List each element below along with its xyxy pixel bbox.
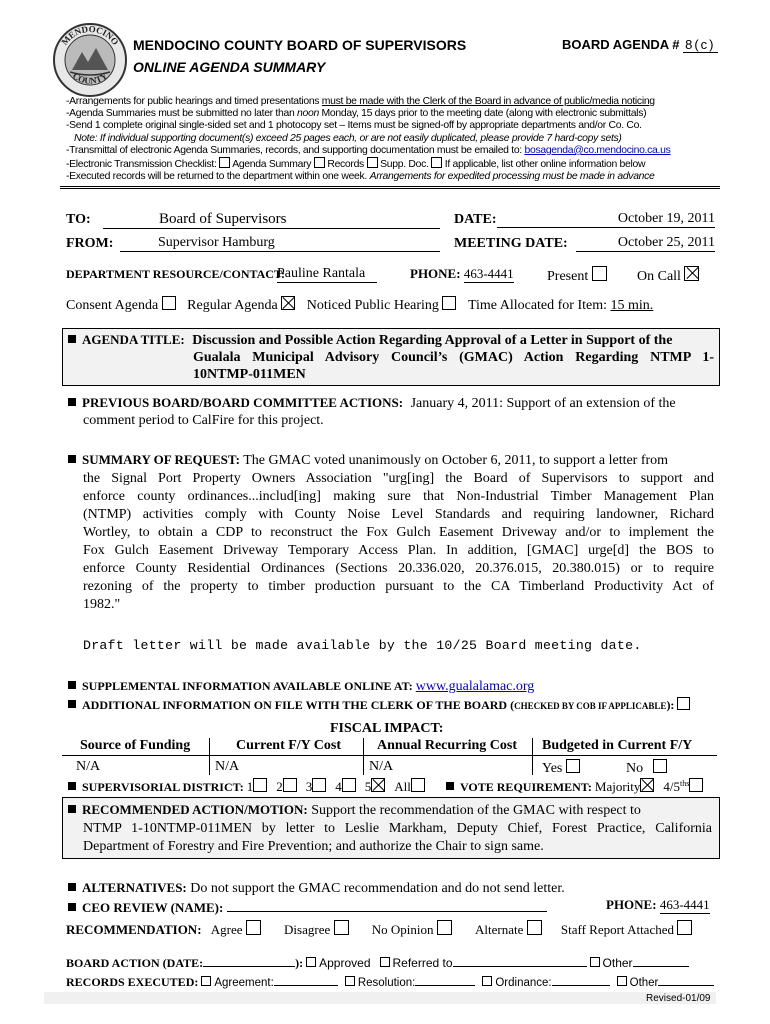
from-field[interactable]: Supervisor Hamburg bbox=[120, 235, 440, 252]
ceo-no-opinion-checkbox[interactable] bbox=[437, 920, 452, 935]
district-5-checkbox[interactable] bbox=[371, 778, 385, 792]
ceo-disagree-checkbox[interactable] bbox=[334, 920, 349, 935]
fiscal-divider bbox=[209, 738, 210, 775]
supervisorial-district: SUPERVISORIAL DISTRICT: 1 2 3 4 5 All bbox=[68, 778, 425, 795]
bosagenda-email-link[interactable]: bosagenda@co.mendocino.ca.us bbox=[524, 144, 671, 156]
district-all-checkbox[interactable] bbox=[411, 778, 425, 792]
to-label: TO: bbox=[66, 212, 91, 227]
to-field[interactable]: Board of Supervisors bbox=[103, 211, 440, 229]
checklist-other-checkbox[interactable] bbox=[431, 157, 442, 168]
resolution-checkbox[interactable] bbox=[345, 976, 355, 986]
bullet-icon bbox=[68, 883, 76, 891]
bullet-icon bbox=[68, 681, 76, 689]
agenda-title-line1: AGENDA TITLE: Discussion and Possible Action Regarding Approval of a Letter in Support of the bbox=[68, 332, 672, 349]
from-label: FROM: bbox=[66, 236, 114, 251]
recommended-action: RECOMMENDED ACTION/MOTION: Support the recommendation of the GMAC with respect to NTMP 1-10NTMP-011MEN by letter to Leslie Markham, Deputy Chief, Forest Practice, California Department of Forestry and Fire Prevention; and authorize the Chair to sign same. bbox=[68, 801, 712, 856]
fiscal-col-4-header: Budgeted in Current F/Y bbox=[542, 738, 693, 753]
district-1-checkbox[interactable] bbox=[253, 778, 267, 792]
ordinance-checkbox[interactable] bbox=[482, 976, 492, 986]
approved-checkbox[interactable] bbox=[306, 957, 316, 967]
referred-to-field[interactable] bbox=[453, 956, 587, 967]
budgeted-no: No bbox=[626, 759, 667, 777]
referred-checkbox[interactable] bbox=[380, 957, 390, 967]
present-checkbox[interactable] bbox=[592, 266, 607, 281]
county-seal bbox=[52, 22, 128, 98]
draft-letter-note: Draft letter will be made available by the 10/25 Board meeting date. bbox=[83, 638, 642, 653]
board-action: BOARD ACTION (DATE: ): Approved Referred to Other bbox=[66, 956, 689, 971]
bullet-icon bbox=[446, 782, 454, 790]
majority-checkbox[interactable] bbox=[640, 778, 654, 792]
district-3-checkbox[interactable] bbox=[312, 778, 326, 792]
ceo-phone-value[interactable]: 463-4441 bbox=[659, 897, 710, 912]
fiscal-divider bbox=[363, 738, 364, 775]
fiscal-current-cost-value[interactable]: N/A bbox=[215, 759, 240, 774]
regular-agenda-checkbox[interactable] bbox=[281, 296, 295, 310]
resolution-field[interactable] bbox=[415, 975, 475, 986]
oncall-checkbox[interactable] bbox=[684, 266, 699, 281]
contact-phone: PHONE: 463-4441 bbox=[410, 266, 514, 281]
fiscal-header-rule bbox=[62, 755, 717, 756]
board-action-date-field[interactable] bbox=[203, 956, 295, 967]
bullet-icon bbox=[68, 782, 76, 790]
agenda-type-row: Consent Agenda Regular Agenda Noticed Public Hearing Time Allocated for Item: 15 min. bbox=[66, 298, 654, 313]
additional-info: ADDITIONAL INFORMATION ON FILE WITH THE CLERK OF THE BOARD (CHECKED BY COB IF APPLICABLE): bbox=[68, 697, 690, 713]
consent-agenda-checkbox[interactable] bbox=[162, 296, 176, 310]
staff-report-checkbox[interactable] bbox=[677, 920, 692, 935]
svg-text:MENDOCINO: MENDOCINO bbox=[59, 23, 121, 47]
date-field[interactable]: October 19, 2011 bbox=[497, 211, 715, 228]
fiscal-col-2-header: Current F/Y Cost bbox=[236, 738, 341, 753]
contact-phone-value[interactable]: 463-4441 bbox=[463, 266, 514, 281]
time-allocated-value[interactable]: 15 min. bbox=[610, 298, 654, 313]
bullet-icon bbox=[68, 805, 76, 813]
bullet-icon bbox=[68, 700, 76, 708]
ceo-phone: PHONE: 463-4441 bbox=[606, 897, 710, 912]
header-divider bbox=[60, 186, 720, 189]
fiscal-recurring-cost-value[interactable]: N/A bbox=[369, 759, 394, 774]
footer-bar bbox=[44, 992, 716, 1004]
fiscal-title: FISCAL IMPACT: bbox=[330, 721, 444, 736]
ordinance-field[interactable] bbox=[552, 975, 610, 986]
ceo-alternate-checkbox[interactable] bbox=[527, 920, 542, 935]
bullet-icon bbox=[68, 335, 76, 343]
svg-text:COUNTY: COUNTY bbox=[70, 70, 110, 86]
revised-date: Revised-01/09 bbox=[646, 993, 711, 1004]
district-2-checkbox[interactable] bbox=[283, 778, 297, 792]
ceo-name-field[interactable] bbox=[227, 899, 547, 912]
previous-actions-line1: PREVIOUS BOARD/BOARD COMMITTEE ACTIONS: January 4, 2011: Support of an extension of the bbox=[68, 395, 676, 412]
checklist-supp-doc-checkbox[interactable] bbox=[367, 157, 378, 168]
board-agenda-number: BOARD AGENDA # 8(c) bbox=[562, 37, 716, 52]
records-other-field[interactable] bbox=[658, 975, 714, 986]
org-title: MENDOCINO COUNTY BOARD OF SUPERVISORS bbox=[133, 37, 467, 53]
fiscal-col-3-header: Annual Recurring Cost bbox=[377, 738, 518, 753]
date-label: DATE: bbox=[454, 212, 497, 227]
board-other-field[interactable] bbox=[633, 956, 689, 967]
budgeted-no-checkbox[interactable] bbox=[653, 759, 667, 773]
meeting-date-label: MEETING DATE: bbox=[454, 236, 568, 251]
supplemental-info: SUPPLEMENTAL INFORMATION AVAILABLE ONLINE AT: www.gualalamac.org bbox=[68, 679, 534, 695]
records-other-checkbox[interactable] bbox=[617, 976, 627, 986]
agenda-title-line2: Gualala Municipal Advisory Council’s (GMAC) Action Regarding NTMP 1- bbox=[193, 350, 714, 365]
contact-field[interactable]: Pauline Rantala bbox=[277, 266, 377, 283]
noticed-hearing-checkbox[interactable] bbox=[442, 296, 456, 310]
additional-info-checkbox[interactable] bbox=[677, 697, 690, 710]
agenda-number-value: 8(c) bbox=[685, 37, 716, 52]
fiscal-col-1-header: Source of Funding bbox=[80, 738, 191, 753]
agenda-subtitle: ONLINE AGENDA SUMMARY bbox=[133, 59, 326, 75]
alternatives: ALTERNATIVES: Do not support the GMAC recommendation and do not send letter. bbox=[68, 880, 565, 897]
checklist-agenda-summary-checkbox[interactable] bbox=[219, 157, 230, 168]
four-fifths-checkbox[interactable] bbox=[689, 778, 703, 792]
ceo-review: CEO REVIEW (NAME): bbox=[68, 899, 547, 916]
ceo-recommendation: RECOMMENDATION: Agree Disagree No Opinion Alternate Staff Report Attached bbox=[66, 920, 692, 938]
county-seal-icon bbox=[52, 22, 128, 98]
agreement-checkbox[interactable] bbox=[201, 976, 211, 986]
oncall-option: On Call bbox=[637, 266, 699, 285]
meeting-date-field[interactable]: October 25, 2011 bbox=[576, 235, 715, 252]
agreement-field[interactable] bbox=[274, 975, 338, 986]
summary-of-request: SUMMARY OF REQUEST: The GMAC voted unanimously on October 6, 2011, to support a letter from the Signal Port Property Owners Association "urg[ing] the Board of Supervisors to support and enforce county ordinances...includ[ing] making sure that Non-Industrial Timber Management Plan (NTMP) activities comply with County Noise Level Standards and requiring landowner, Richard Wortley, to obtain a CDP to reconstruct the Fox Gulch Easement Driveway and/or to implement the Fox Gulch Easement Driveway Temporary Access Plan. In addition, [GMAC] urge[d] the BOS to enforce County Residential Ordinances (Sections 20.336.020, 20.376.015, 20.380.015) or to require rezoning of the property to timber production pursuant to the CA Timberland Productivity Act of 1982." bbox=[68, 451, 714, 614]
fiscal-divider bbox=[532, 738, 533, 775]
contact-label: DEPARTMENT RESOURCE/CONTACT: bbox=[66, 267, 286, 281]
agenda-title-line3: 10NTMP-011MEN bbox=[193, 367, 306, 382]
vote-requirement: VOTE REQUIREMENT: Majority $4/5^{ths}$ bbox=[446, 778, 703, 795]
bullet-icon bbox=[68, 903, 76, 911]
bullet-icon bbox=[68, 455, 76, 463]
records-executed: RECORDS EXECUTED: Agreement: Resolution: Ordinance: Other bbox=[66, 975, 714, 990]
bullet-icon bbox=[68, 398, 76, 406]
fiscal-source-value[interactable]: N/A bbox=[76, 759, 101, 774]
present-option: Present bbox=[547, 266, 607, 285]
district-4-checkbox[interactable] bbox=[342, 778, 356, 792]
checklist-records-checkbox[interactable] bbox=[314, 157, 325, 168]
budgeted-yes-checkbox[interactable] bbox=[566, 759, 580, 773]
instructions-block: -Arrangements for public hearings and timed presentations must be made with the Clerk of the Board in advance of public/media noticing -Agenda Summaries must be submitted no later than noon Monday, 15 days prior to the meeting date (along with electronic submittals) -Send 1 complete original single-sided set and 1 photocopy set – Items must be signed-off by appropriate departments and/or Co. Co. Note: If individual supporting document(s) exceed 25 pages each, or are not easily duplicated, please provide 7 hard-copy sets) -Transmittal of electronic Agenda Summaries, records, and supporting documentation must be emailed to: bosagenda@co.mendocino.ca.us -Electronic Transmission Checklist: Agenda Summary Records Supp. Doc. If applicable, list other online information below -Executed records will be returned to the department within one week. Arrangements for expedited processing must be made in advance bbox=[66, 96, 671, 183]
board-other-checkbox[interactable] bbox=[590, 957, 600, 967]
previous-actions-line2: comment period to CalFire for this project. bbox=[83, 413, 324, 428]
budgeted-yes: Yes bbox=[542, 759, 580, 777]
gualalamac-link[interactable]: www.gualalamac.org bbox=[415, 679, 535, 694]
ceo-agree-checkbox[interactable] bbox=[246, 920, 261, 935]
